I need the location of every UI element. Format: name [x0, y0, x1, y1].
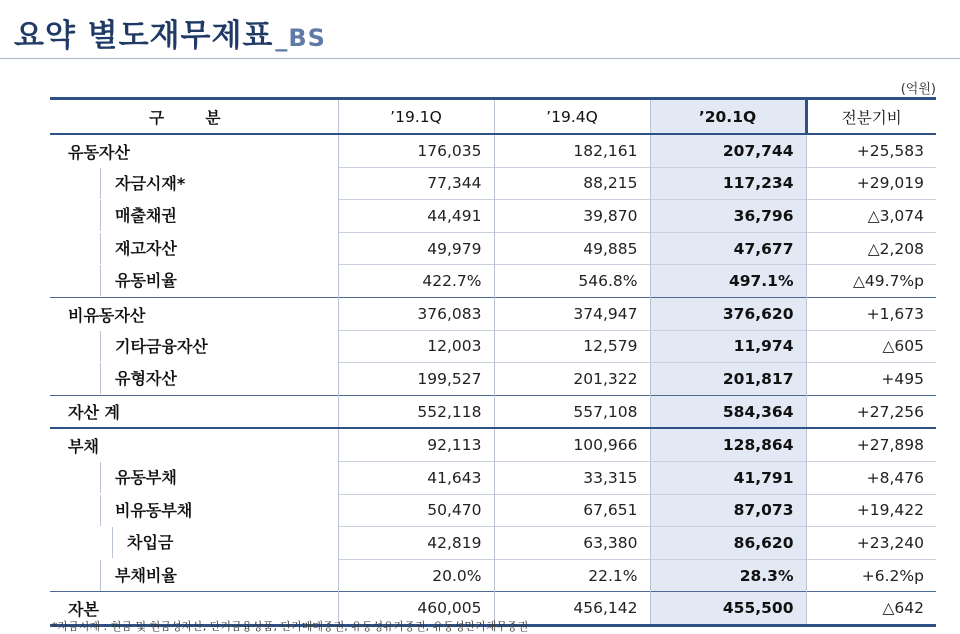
- cell-19-4q: 67,651: [494, 494, 650, 527]
- cell-qoq: △2,208: [806, 232, 936, 265]
- row-label-text: 매출채권: [100, 200, 338, 231]
- cell-qoq: +1,673: [806, 297, 936, 330]
- row-label-text: 자금시재*: [100, 168, 338, 199]
- row-label: 자본: [50, 592, 338, 626]
- cell-19-1q: 77,344: [338, 167, 494, 200]
- cell-qoq: △49.7%p: [806, 265, 936, 298]
- cell-19-4q: 201,322: [494, 363, 650, 396]
- cell-20-1q: 207,744: [650, 134, 806, 167]
- cell-19-1q: 41,643: [338, 461, 494, 494]
- row-label: 유동자산: [50, 134, 338, 167]
- cell-20-1q: 584,364: [650, 395, 806, 428]
- table-row: [50, 559, 936, 592]
- cell-20-1q: 11,974: [650, 330, 806, 363]
- cell-qoq: +23,240: [806, 527, 936, 560]
- cell-qoq: +495: [806, 363, 936, 396]
- cell-19-4q: 22.1%: [494, 559, 650, 592]
- cell-19-4q: 456,142: [494, 592, 650, 626]
- cell-19-4q: 39,870: [494, 200, 650, 233]
- balance-sheet-table: [50, 97, 936, 627]
- table-row: [50, 428, 936, 461]
- cell-19-1q: 552,118: [338, 395, 494, 428]
- cell-19-1q: 42,819: [338, 527, 494, 560]
- table-row: [50, 330, 936, 363]
- cell-19-4q: 33,315: [494, 461, 650, 494]
- cell-20-1q: 41,791: [650, 461, 806, 494]
- row-label-text: 차입금: [112, 527, 338, 558]
- page-title: [14, 10, 326, 55]
- header-19-1q: ’19.1Q: [338, 99, 494, 135]
- cell-qoq: △605: [806, 330, 936, 363]
- cell-19-4q: 546.8%: [494, 265, 650, 298]
- cell-19-1q: 20.0%: [338, 559, 494, 592]
- cell-qoq: +8,476: [806, 461, 936, 494]
- cell-qoq: +19,422: [806, 494, 936, 527]
- title-suffix: _BS: [275, 24, 326, 52]
- cell-20-1q: 128,864: [650, 428, 806, 461]
- row-label-text: 유형자산: [100, 363, 338, 394]
- header-19-4q: ’19.4Q: [494, 99, 650, 135]
- table-row: [50, 527, 936, 560]
- cell-19-1q: 50,470: [338, 494, 494, 527]
- cell-19-1q: 44,491: [338, 200, 494, 233]
- unit-label: (억원): [900, 82, 936, 97]
- cell-20-1q: 36,796: [650, 200, 806, 233]
- cell-qoq: +27,256: [806, 395, 936, 428]
- row-label: [50, 232, 338, 265]
- cell-20-1q: 201,817: [650, 363, 806, 396]
- cell-20-1q: 87,073: [650, 494, 806, 527]
- table-row: [50, 200, 936, 233]
- header-qoq: 전분기비: [806, 99, 936, 135]
- row-label-text: 유동비율: [100, 265, 338, 296]
- row-label: 자산 계: [50, 395, 338, 428]
- table-header-row: [50, 99, 936, 135]
- cell-20-1q: 86,620: [650, 527, 806, 560]
- cell-19-4q: 100,966: [494, 428, 650, 461]
- table-row: [50, 134, 936, 167]
- table-row: [50, 167, 936, 200]
- cell-qoq: +29,019: [806, 167, 936, 200]
- row-label-text: 재고자산: [100, 233, 338, 264]
- cell-20-1q: 28.3%: [650, 559, 806, 592]
- cell-19-4q: 182,161: [494, 134, 650, 167]
- row-label-text: 기타금융자산: [100, 331, 338, 362]
- cell-19-1q: 49,979: [338, 232, 494, 265]
- cell-qoq: △3,074: [806, 200, 936, 233]
- cell-20-1q: 47,677: [650, 232, 806, 265]
- table-row: [50, 265, 936, 298]
- title-main: 요약 별도재무제표: [14, 18, 274, 54]
- row-label: [50, 527, 338, 560]
- cell-qoq: +25,583: [806, 134, 936, 167]
- row-label: 비유동자산: [50, 297, 338, 330]
- cell-19-1q: 199,527: [338, 363, 494, 396]
- row-label: [50, 363, 338, 396]
- table-row: [50, 232, 936, 265]
- cell-20-1q: 497.1%: [650, 265, 806, 298]
- row-label-text: 부채비율: [100, 560, 338, 591]
- header-20-1q: ’20.1Q: [650, 99, 806, 135]
- table-row: [50, 494, 936, 527]
- row-label: [50, 559, 338, 592]
- cell-19-4q: 49,885: [494, 232, 650, 265]
- cell-19-1q: 376,083: [338, 297, 494, 330]
- row-label: [50, 265, 338, 298]
- cell-20-1q: 117,234: [650, 167, 806, 200]
- cell-qoq: +27,898: [806, 428, 936, 461]
- cell-19-1q: 460,005: [338, 592, 494, 626]
- table-row: [50, 461, 936, 494]
- cell-qoq: +6.2%p: [806, 559, 936, 592]
- cell-19-4q: 63,380: [494, 527, 650, 560]
- table-row: [50, 297, 936, 330]
- row-label-text: 유동부채: [100, 462, 338, 493]
- header-category: 구 분: [50, 99, 338, 135]
- cell-19-1q: 92,113: [338, 428, 494, 461]
- cell-19-4q: 88,215: [494, 167, 650, 200]
- footnote: *자금시재 : 현금 및 현금성자산, 단기금융상품, 단기매매증권, 유동성유가증권, 유동성만기채무증권: [52, 620, 529, 633]
- row-label: [50, 330, 338, 363]
- row-label: [50, 167, 338, 200]
- title-divider: [0, 58, 960, 59]
- table-row-total-assets: [50, 395, 936, 428]
- cell-20-1q: 376,620: [650, 297, 806, 330]
- cell-19-1q: 422.7%: [338, 265, 494, 298]
- row-label: 부채: [50, 428, 338, 461]
- row-label: [50, 200, 338, 233]
- cell-19-1q: 176,035: [338, 134, 494, 167]
- cell-qoq: △642: [806, 592, 936, 626]
- row-label: [50, 494, 338, 527]
- row-label-text: 비유동부채: [100, 495, 338, 526]
- cell-19-4q: 12,579: [494, 330, 650, 363]
- row-label: [50, 461, 338, 494]
- cell-19-1q: 12,003: [338, 330, 494, 363]
- cell-20-1q: 455,500: [650, 592, 806, 626]
- table-row: [50, 363, 936, 396]
- cell-19-4q: 557,108: [494, 395, 650, 428]
- cell-19-4q: 374,947: [494, 297, 650, 330]
